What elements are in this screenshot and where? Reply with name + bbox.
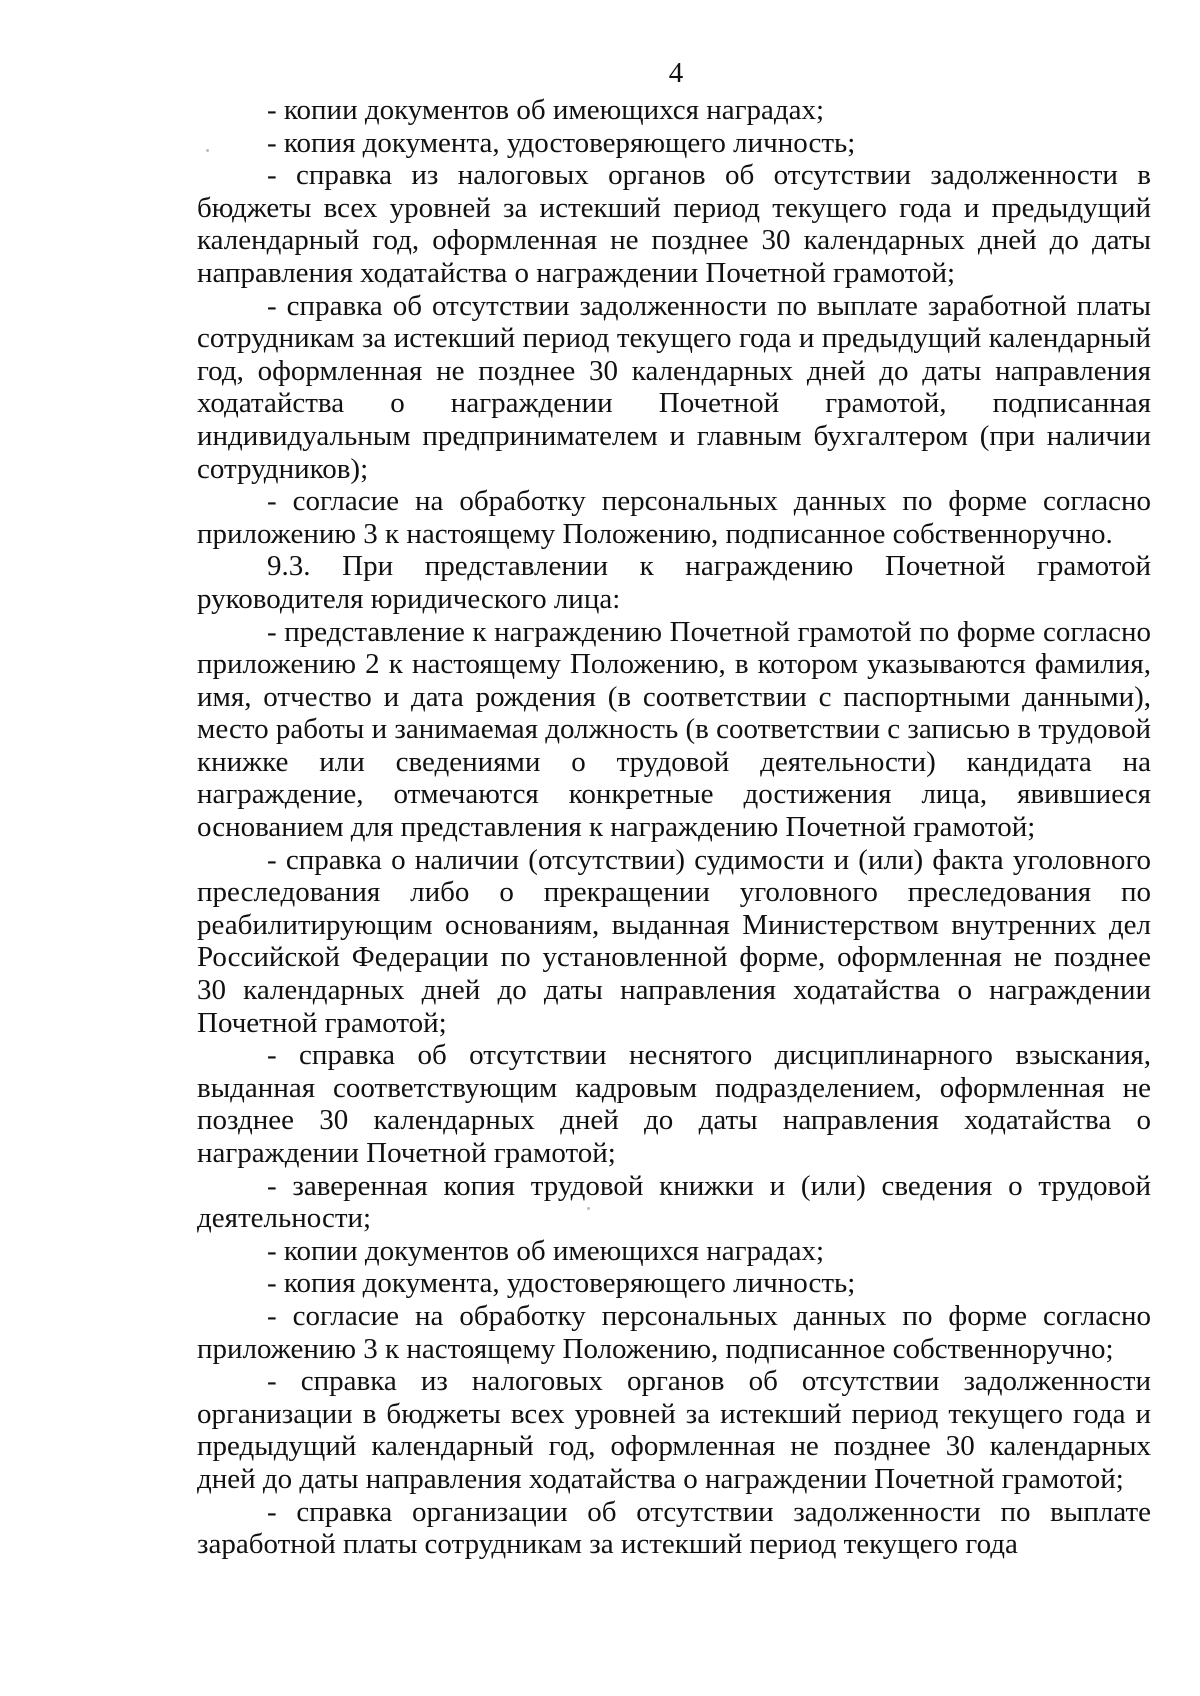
- paragraph: - справка о наличии (отсутствии) судимости и (или) факта уголовного преследования либо о прекращении уголовного преследования по реабилитирующим основаниям, выданная Министерством внутренних дел Российской Федерации по установленной форме, оформленная не позднее 30 календарных дней до даты направления ходатайства о награждении Почетной грамотой;: [197, 843, 1151, 1039]
- paragraph: - справка из налоговых органов об отсутствии задолженности в бюджеты всех уровней за истекший период текущего года и предыдущий календарный год, оформленная не позднее 30 календарных дней до даты направления ходатайства о награждении Почетной грамотой;: [197, 159, 1151, 289]
- paragraph: - справка из налоговых органов об отсутствии задолженности организации в бюджеты всех уровней за истекший период текущего года и предыдущий календарный год, оформленная не позднее 30 календарных дней до даты направления ходатайства о награждении Почетной грамотой;: [197, 1365, 1151, 1495]
- paragraph: - копии документов об имеющихся наградах;: [267, 1234, 825, 1267]
- paragraph: - копии документов об имеющихся наградах;: [267, 94, 825, 126]
- paragraph: - согласие на обработку персональных данных по форме согласно приложению 3 к настоящему Положению, подписанное собственноручно.: [197, 485, 1151, 550]
- paragraph: - представление к награждению Почетной грамотой по форме согласно приложению 2 к настоящему Положению, в котором указываются фамилия, имя, отчество и дата рождения (в соответствии с паспортными данными), место работы и занимаемая должность (в соответствии с записью в трудовой книжке или сведениями о трудовой деятельности) кандидата на награждение, отмечаются конкретные достижения лица, явившиеся основанием для представления к награждению Почетной грамотой;: [197, 615, 1151, 844]
- paragraph: - справка об отсутствии неснятого дисциплинарного взыскания, выданная соответствующим кадровым подразделением, оформленная не позднее 30 календарных дней до даты направления ходатайства о награждении Почетной грамотой;: [197, 1039, 1151, 1169]
- page-number: 4: [668, 57, 684, 89]
- paragraph: - справка организации об отсутствии задолженности по выплате заработной платы сотрудникам за истекший период текущего года: [197, 1495, 1151, 1561]
- paragraph: - согласие на обработку персональных данных по форме согласно приложению 3 к настоящему Положению, подписанное собственноручно;: [197, 1299, 1151, 1365]
- paragraph: - заверенная копия трудовой книжки и (или) сведения о трудовой деятельности;: [197, 1169, 1151, 1235]
- section-heading-9-3: 9.3. При представлении к награждению Почетной грамотой руководителя юридического лица:: [197, 550, 1151, 615]
- document-body: [197, 94, 1151, 1561]
- paragraph: - копия документа, удостоверяющего личность;: [267, 126, 856, 159]
- paragraph: - копия документа, удостоверяющего личность;: [267, 1267, 856, 1300]
- paragraph: - справка об отсутствии задолженности по выплате заработной платы сотрудникам за истекший период текущего года и предыдущий календарный год, оформленная не позднее 30 календарных дней до даты направления ходатайства о награждении Почетной грамотой, подписанная индивидуальным предпринимателем и главным бухгалтером (при наличии сотрудников);: [197, 289, 1151, 485]
